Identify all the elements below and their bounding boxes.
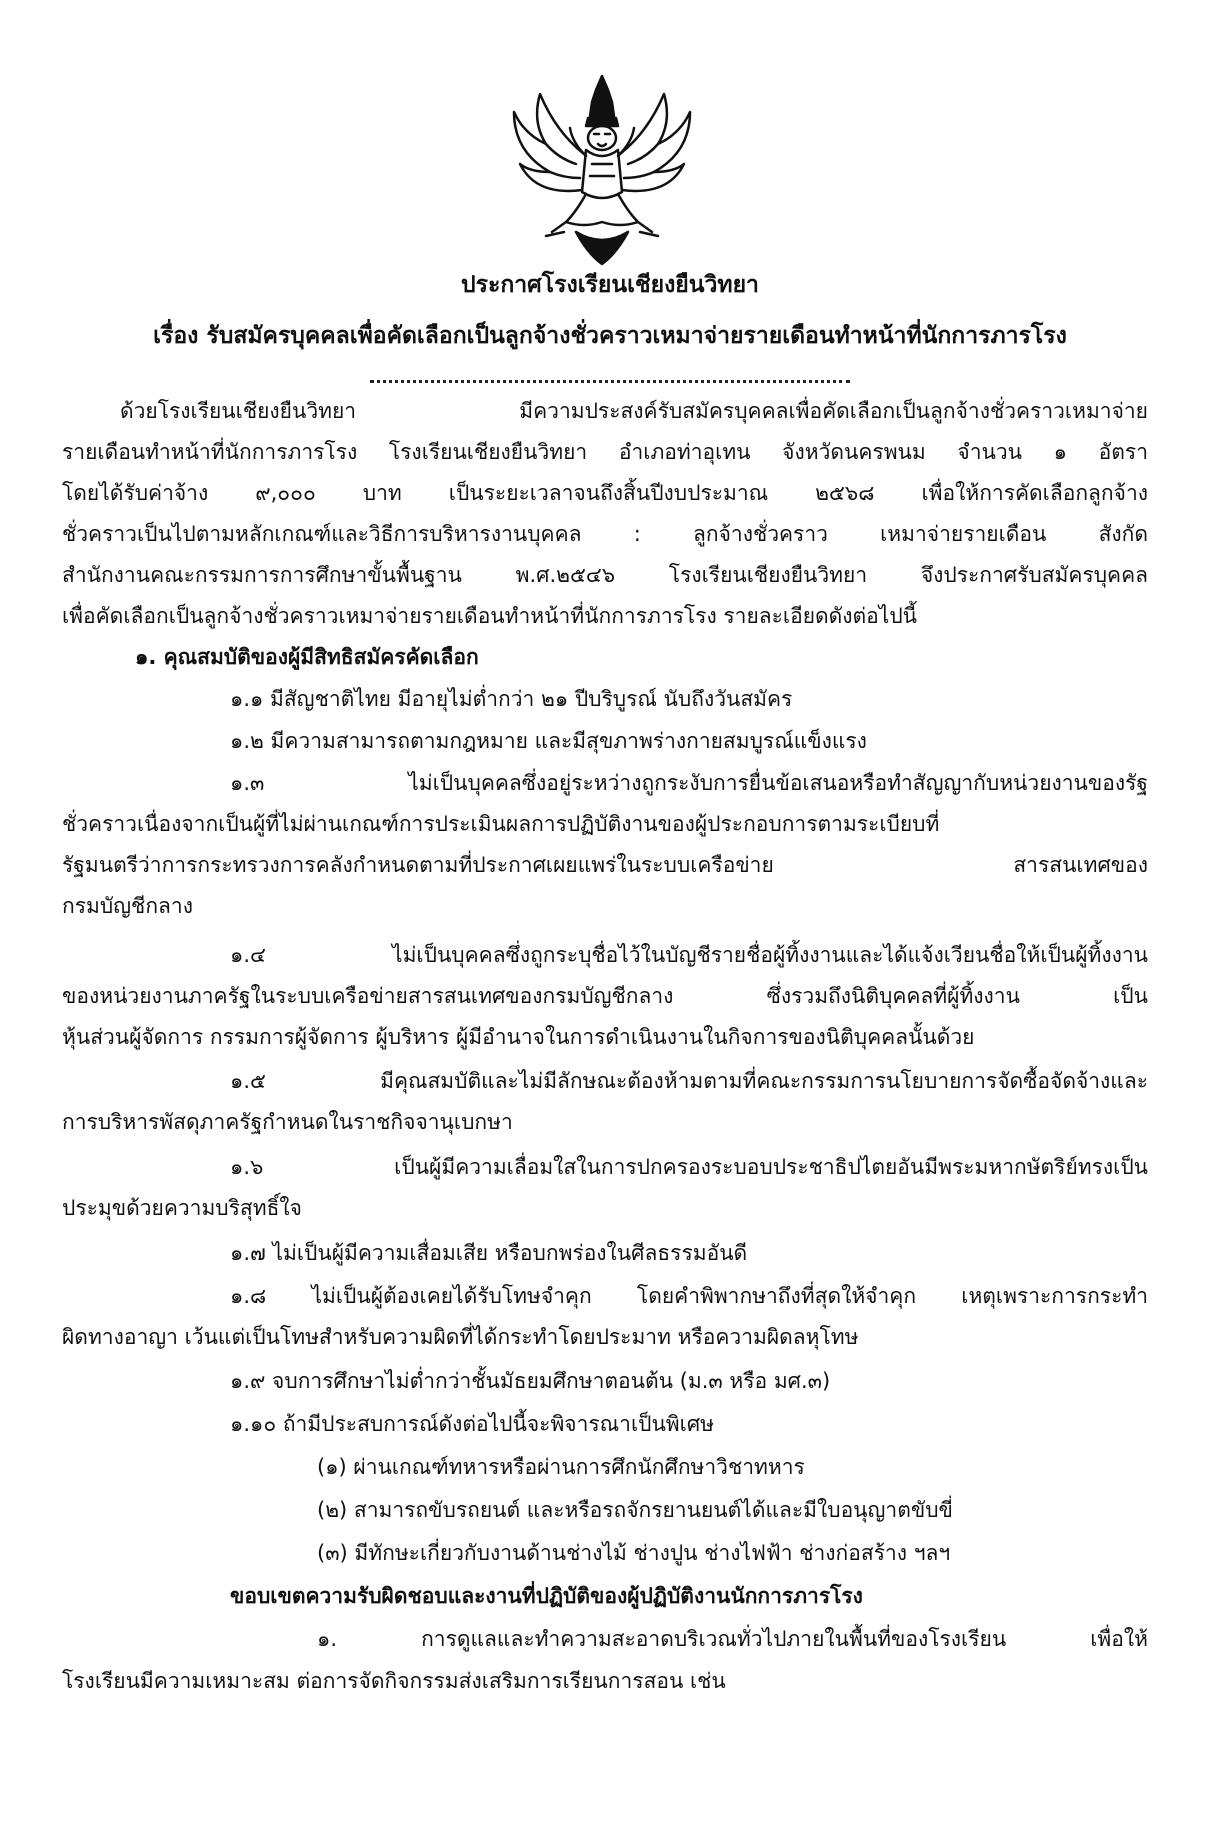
announcement-subject: เรื่อง รับสมัครบุคคลเพื่อคัดเลือกเป็นลูกจ้างชั่วคราวเหมาจ่ายรายเดือนทำหน้าที่นักการภารโรง: [153, 323, 1067, 349]
list-item: ๑.๔ ไม่เป็นบุคคลซึ่งถูกระบุชื่อไว้ในบัญชีรายชื่อผู้ทิ้งงานและได้แจ้งเวียนชื่อให้เป็นผู้ทิ้งงาน: [230, 943, 1148, 967]
list-item-continued: กรมบัญชีกลาง: [62, 894, 193, 918]
list-item: ๑.๒ มีความสามารถตามกฎหมาย และมีสุขภาพร่างกายสมบูรณ์แข็งแรง: [230, 729, 867, 753]
section-heading: ๑. คุณสมบัติของผู้มีสิทธิสมัครคัดเลือก: [135, 645, 479, 669]
list-item: ๑.๕ มีคุณสมบัติและไม่มีลักษณะต้องห้ามตามที่คณะกรรมการนโยบายการจัดซื้อจัดจ้างและ: [230, 1069, 1148, 1093]
body-line: ชั่วคราวเป็นไปตามหลักเกณฑ์และวิธีการบริหารงานบุคคล : ลูกจ้างชั่วคราว เหมาจ่ายรายเดือน สังกัด: [62, 522, 1148, 546]
list-item: ๑.๑ มีสัญชาติไทย มีอายุไม่ต่ำกว่า ๒๑ ปีบริบูรณ์ นับถึงวันสมัคร: [230, 687, 793, 711]
list-item-continued: ชั่วคราวเนื่องจากเป็นผู้ที่ไม่ผ่านเกณฑ์การประเมินผลการปฏิบัติงานของผู้ประกอบการตามระเบียบที่: [62, 812, 940, 836]
list-item: ๑.๓ ไม่เป็นบุคคลซึ่งอยู่ระหว่างถูกระงับการยื่นข้อเสนอหรือทำสัญญากับหน่วยงานของรัฐ: [230, 771, 1148, 795]
list-item: ๑.๖ เป็นผู้มีความเลื่อมใสในการปกครองระบอบประชาธิปไตยอันมีพระมหากษัตริย์ทรงเป็น: [230, 1155, 1148, 1179]
list-item-continued: ผิดทางอาญา เว้นแต่เป็นโทษสำหรับความผิดที่ได้กระทำโดยประมาท หรือความผิดลหุโทษ: [62, 1325, 859, 1349]
list-item-continued: การบริหารพัสดุภาครัฐกำหนดในราชกิจจานุเบกษา: [62, 1110, 513, 1134]
section-heading: ขอบเขตความรับผิดชอบและงานที่ปฏิบัติของผู้ปฏิบัติงานนักการภารโรง: [230, 1584, 863, 1608]
body-line: เพื่อคัดเลือกเป็นลูกจ้างชั่วคราวเหมาจ่ายรายเดือนทำหน้าที่นักการภารโรง รายละเอียดดังต่อไปนี้: [62, 604, 918, 628]
list-item-continued: หุ้นส่วนผู้จัดการ กรรมการผู้จัดการ ผู้บริหาร ผู้มีอำนาจในการดำเนินงานในกิจการของนิติบุคคลนั้นด้วย: [62, 1025, 975, 1049]
list-item: ๑.๙ จบการศึกษาไม่ต่ำกว่าชั้นมัธยมศึกษาตอนต้น (ม.๓ หรือ มศ.๓): [230, 1369, 831, 1393]
list-item: ๑.๗ ไม่เป็นผู้มีความเสื่อมเสีย หรือบกพร่องในศีลธรรมอันดี: [230, 1241, 748, 1265]
duty-item-continued: โรงเรียนมีความเหมาะสม ต่อการจัดกิจกรรมส่งเสริมการเรียนการสอน เช่น: [62, 1669, 726, 1693]
list-item: ๑.๑๐ ถ้ามีประสบการณ์ดังต่อไปนี้จะพิจารณาเป็นพิเศษ: [230, 1412, 715, 1436]
sub-list-item: (๒) สามารถขับรถยนต์ และหรือรถจักรยานยนต์ได้และมีใบอนุญาตขับขี่: [317, 1498, 953, 1522]
list-item-continued: ของหน่วยงานภาครัฐในระบบเครือข่ายสารสนเทศของกรมบัญชีกลาง ซึ่งรวมถึงนิติบุคคลที่ผู้ทิ้งงาน เป็น: [62, 984, 1148, 1008]
body-line: รายเดือนทำหน้าที่นักการภารโรง โรงเรียนเชียงยืนวิทยา อำเภอท่าอุเทน จังหวัดนครพนม จำนวน ๑ อัตรา: [62, 440, 1148, 464]
list-item-continued: ประมุขด้วยความบริสุทธิ์ใจ: [62, 1196, 302, 1220]
body-line: ด้วยโรงเรียนเชียงยืนวิทยา มีความประสงค์รับสมัครบุคคลเพื่อคัดเลือกเป็นลูกจ้างชั่วคราวเหมาจ่าย: [120, 399, 1148, 423]
body-line: สำนักงานคณะกรรมการการศึกษาขั้นพื้นฐาน พ.ศ.๒๕๔๖ โรงเรียนเชียงยืนวิทยา จึงประกาศรับสมัครบุคคล: [62, 563, 1148, 587]
list-item: ๑.๘ ไม่เป็นผู้ต้องเคยได้รับโทษจำคุก โดยคำพิพากษาถึงที่สุดให้จำคุก เหตุเพราะการกระทำ: [230, 1284, 1148, 1308]
body-line: โดยได้รับค่าจ้าง ๙,๐๐๐ บาท เป็นระยะเวลาจนถึงสิ้นปีงบประมาณ ๒๕๖๘ เพื่อให้การคัดเลือกลูกจ้าง: [62, 481, 1148, 505]
sub-list-item: (๓) มีทักษะเกี่ยวกับงานด้านช่างไม้ ช่างปูน ช่างไฟฟ้า ช่างก่อสร้าง ฯลฯ: [317, 1541, 951, 1565]
dotted-divider: [370, 366, 850, 383]
announcement-title: ประกาศโรงเรียนเชียงยืนวิทยา: [461, 272, 759, 298]
sub-list-item: (๑) ผ่านเกณฑ์ทหารหรือผ่านการศึกนักศึกษาวิชาทหาร: [317, 1455, 805, 1479]
list-item-continued: รัฐมนตรีว่าการกระทรวงการคลังกำหนดตามที่ประกาศเผยแพร่ในระบบเครือข่าย สารสนเทศของ: [62, 853, 1148, 877]
garuda-emblem-icon: [506, 72, 698, 268]
duty-item: ๑. การดูแลและทำความสะอาดบริเวณทั่วไปภายในพื้นที่ของโรงเรียน เพื่อให้: [317, 1627, 1148, 1651]
